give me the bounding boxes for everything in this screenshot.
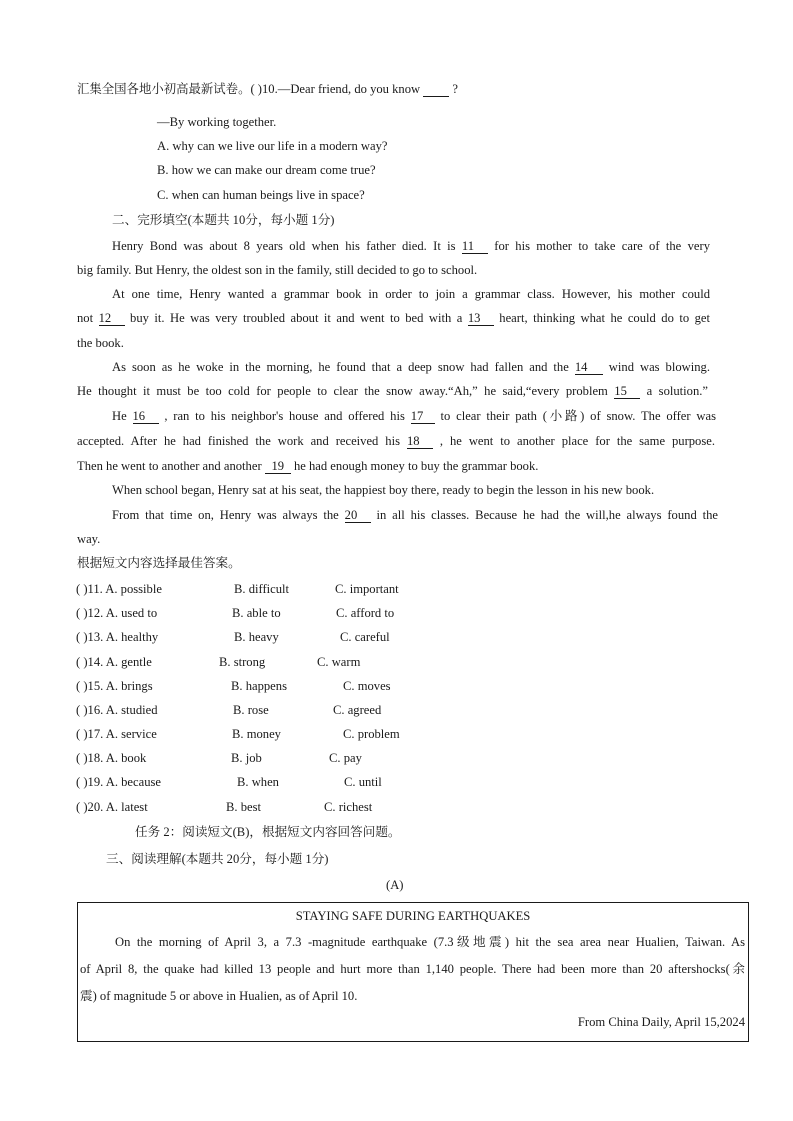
mc-question-option-a: ( )16. A. studied bbox=[76, 703, 158, 717]
task-2-instruction: 任务 2：阅读短文(B)，根据短文内容回答问题。 bbox=[135, 825, 401, 839]
blank-14: 14 bbox=[575, 360, 603, 375]
blank-16: 16 bbox=[133, 409, 159, 424]
mc-option-c: C. warm bbox=[317, 655, 361, 669]
mc-option-c: C. richest bbox=[324, 800, 373, 814]
passage-line: big family. But Henry, the oldest son in the family, still decided to go to school. bbox=[77, 263, 478, 277]
question-10-stem: 汇集全国各地小初高最新试卷。( )10.—Dear friend, do you know ? bbox=[77, 81, 458, 96]
blank-17: 17 bbox=[411, 409, 435, 424]
mc-question-option-a: ( )18. A. book bbox=[76, 751, 147, 765]
section-3-title: 三、阅读理解(本题共 20分，每小题 1分) bbox=[106, 852, 329, 866]
mc-option-b: B. best bbox=[226, 800, 261, 814]
passage-line: accepted. After he had finished the work and received his 18 , he went to another place for the same purpose. bbox=[77, 434, 715, 448]
passage-line: At one time, Henry wanted a grammar book in order to join a grammar class. However, his mother could bbox=[112, 287, 710, 301]
mc-option-c: C. until bbox=[344, 775, 382, 789]
mc-question-option-a: ( )20. A. latest bbox=[76, 800, 148, 814]
answer-blank[interactable] bbox=[423, 82, 449, 97]
mc-option-c: C. agreed bbox=[333, 703, 382, 717]
passage-line: He thought it must be too cold for people to clear the snow away.“Ah,” he said,“every problem 15 a solution.” bbox=[77, 384, 709, 398]
mc-option-b: B. job bbox=[231, 751, 262, 765]
mc-option-c: C. afford to bbox=[336, 606, 395, 620]
blank-18: 18 bbox=[407, 434, 433, 449]
passage-line: When school began, Henry sat at his seat, the happiest boy there, ready to begin the lesson in his new book. bbox=[112, 483, 655, 497]
q10-option-c: C. when can human beings live in space? bbox=[157, 188, 365, 202]
mc-question-option-a: ( )15. A. brings bbox=[76, 679, 153, 693]
mc-option-c: C. pay bbox=[329, 751, 362, 765]
choose-instruction: 根据短文内容选择最佳答案。 bbox=[77, 556, 241, 570]
blank-12: 12 bbox=[99, 311, 125, 326]
blank-20: 20 bbox=[345, 508, 371, 523]
header-prefix: 汇集全国各地小初高最新试卷。 bbox=[77, 81, 251, 96]
section-2-title: 二、完形填空(本题共 10分，每小题 1分) bbox=[112, 213, 335, 227]
passage-line: Then he went to another and another 19 he had enough money to buy the grammar book. bbox=[77, 459, 539, 473]
mc-option-b: B. heavy bbox=[234, 630, 279, 644]
passage-line: He 16 , ran to his neighbor's house and offered his 17 to clear their path (小路) of snow. The offer was bbox=[112, 409, 716, 423]
article-line: 震) of magnitude 5 or above in Hualien, as of April 10. bbox=[80, 989, 358, 1003]
mc-question-option-a: ( )12. A. used to bbox=[76, 606, 158, 620]
article-line: On the morning of April 3, a 7.3 -magnitude earthquake (7.3级地震) hit the sea area near Hualien, Taiwan. As bbox=[115, 935, 745, 949]
passage-line: From that time on, Henry was always the 20 in all his classes. Because he had the will,he always found the bbox=[112, 508, 718, 522]
mc-option-c: C. careful bbox=[340, 630, 390, 644]
mc-option-b: B. when bbox=[237, 775, 279, 789]
mc-option-b: B. difficult bbox=[234, 582, 290, 596]
q10-option-b: B. how we can make our dream come true? bbox=[157, 163, 376, 177]
q10-option-a: A. why can we live our life in a modern way? bbox=[157, 139, 388, 153]
mc-option-c: C. moves bbox=[343, 679, 391, 693]
passage-line: Henry Bond was about 8 years old when his father died. It is 11 for his mother to take care of the very bbox=[112, 239, 710, 253]
mc-option-c: C. important bbox=[335, 582, 399, 596]
mc-option-b: B. able to bbox=[232, 606, 281, 620]
blank-15: 15 bbox=[614, 384, 640, 399]
mc-question-option-a: ( )17. A. service bbox=[76, 727, 157, 741]
blank-11: 11 bbox=[462, 239, 488, 254]
passage-line: not 12 buy it. He was very troubled about it and went to bed with a 13 heart, thinking what he could do to get bbox=[77, 311, 710, 325]
blank-19: 19 bbox=[265, 459, 291, 474]
mc-question-option-a: ( )13. A. healthy bbox=[76, 630, 159, 644]
mc-option-b: B. money bbox=[232, 727, 281, 741]
mc-option-c: C. problem bbox=[343, 727, 400, 741]
mc-option-b: B. rose bbox=[233, 703, 269, 717]
blank-13: 13 bbox=[468, 311, 494, 326]
mc-question-option-a: ( )14. A. gentle bbox=[76, 655, 152, 669]
article-source: From China Daily, April 15,2024 bbox=[577, 1015, 745, 1029]
passage-line: As soon as he woke in the morning, he found that a deep snow had fallen and the 14 wind was blowing. bbox=[112, 360, 710, 374]
article-title: STAYING SAFE DURING EARTHQUAKES bbox=[295, 909, 531, 923]
mc-question-option-a: ( )11. A. possible bbox=[76, 582, 162, 596]
article-line: of April 8, the quake had killed 13 people and hurt more than 1,140 people. There had been more than 20 aftershocks(余 bbox=[80, 962, 745, 976]
mc-option-b: B. strong bbox=[219, 655, 266, 669]
article-box bbox=[77, 902, 749, 1042]
mc-option-b: B. happens bbox=[231, 679, 287, 693]
mc-question-option-a: ( )19. A. because bbox=[76, 775, 161, 789]
passage-line: way. bbox=[77, 532, 101, 546]
passage-a-label: (A) bbox=[386, 878, 404, 892]
passage-line: the book. bbox=[77, 336, 124, 350]
question-10-reply: —By working together. bbox=[157, 115, 277, 129]
